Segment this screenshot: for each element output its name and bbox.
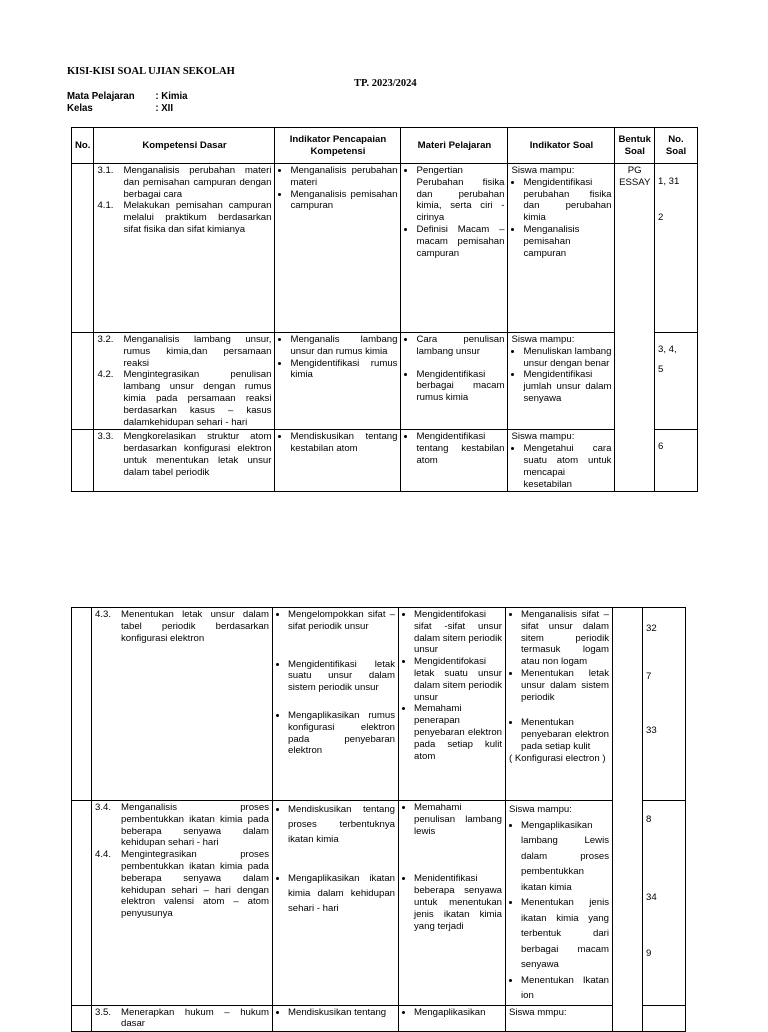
indikator-soal-cell: [508, 430, 615, 492]
indikator-soal-cell: [508, 333, 615, 430]
col-header-materi-pelajaran: Materi Pelajaran: [401, 128, 508, 164]
list-item: • Mengidentifikasi rumus kimia: [290, 358, 397, 382]
indikator-soal-intro: Siswa mmpu:: [509, 1006, 567, 1018]
indikator-soal-cell: [506, 1005, 613, 1032]
list-item: • Menganalisis pemisahan campuran: [290, 189, 397, 213]
row-no-cell: [72, 608, 92, 801]
kd-text: Mengintegrasikan proses pembentukkan ikatan kimia pada beberapa senyawa dalam kehidupan sehari – hari dengan elektron valensi atom – atom penyusunya: [121, 849, 269, 920]
list-item: • Mengaplikasikan rumus konfigurasi elektron pada penyebaran elektron: [288, 710, 395, 757]
list-item: • Mengidentifikasi letak suatu unsur dalam sistem periodik unsur: [288, 659, 395, 694]
no-soal-value: 32: [646, 623, 657, 634]
list-item: • Menganalis lambang unsur dan rumus kimia: [290, 334, 397, 358]
indikator-soal-cell: [508, 164, 615, 333]
list-item: • Definisi Macam – macam pemisahan campuran: [416, 224, 504, 259]
kompetensi-dasar-cell: [92, 1005, 273, 1032]
kd-number: 3.5.: [95, 1006, 112, 1018]
no-soal-cell: [643, 801, 686, 1006]
table-row: [72, 333, 698, 430]
grid-table-part-2: [71, 607, 686, 1032]
list-item: • Menidentifikasi beberapa senyawa untuk menentukan jenis ikatan kimia yang terjadi: [414, 873, 502, 932]
materi-pelajaran-cell: [399, 801, 506, 1006]
col-header-kompetensi-dasar: Kompetensi Dasar: [94, 128, 275, 164]
materi-pelajaran-cell: [401, 430, 508, 492]
list-item: • Menentukan penyebaran elektron pada setiap kulit: [521, 717, 609, 752]
no-soal-cell: [654, 430, 697, 492]
kd-text: Menganalisis proses pembentukkan ikatan kimia pada beberapa senyawa dalam kehidupan sehari - hari: [121, 802, 269, 849]
indikator-soal-intro: Siswa mampu:: [511, 165, 575, 176]
indikator-soal-intro: Siswa mampu:: [511, 431, 575, 443]
kd-text: Melakukan pemisahan campuran melalui praktikum berdasarkan sifat fisika dan sifat kimianya: [123, 200, 272, 235]
no-soal-value: 5: [657, 363, 664, 375]
table-row: [72, 608, 686, 801]
kompetensi-dasar-cell: [92, 801, 273, 1006]
kd-text: Mengkorelasikan struktur atom berdasarkan konfigurasi elektron untuk menentukan letak unsur dalam tabel periodik: [123, 431, 272, 478]
list-item: • Menentukan jenis ikatan kimia yang terbentuk dari berbagai macam senyawa: [521, 895, 609, 973]
no-soal-value: 9: [646, 947, 652, 959]
list-item: • Menentukan letak unsur dalam sistem periodik: [521, 668, 609, 703]
table-row: [72, 1005, 686, 1032]
kd-number: 3.1.: [97, 165, 114, 176]
class-label: Kelas: [67, 102, 93, 114]
indikator-pencapaian-cell: [275, 430, 401, 492]
list-item: • Menentukan Ikatan ion: [521, 973, 609, 1004]
kompetensi-dasar-cell: [92, 608, 273, 801]
list-item: • Memahami penulisan lambang lewis: [414, 802, 502, 837]
list-item: • Mengelompokkan sifat – sifat periodik unsur: [288, 609, 395, 633]
list-item: • Pengertian Perubahan fisika dan perubahan kimia, serta ciri - cirinya: [416, 165, 504, 224]
kompetensi-dasar-cell: [94, 164, 275, 333]
no-soal-value: 34: [646, 891, 657, 903]
list-item: • Mengidentifokasi sifat -sifat unsur dalam sitem periodik unsur: [414, 609, 502, 656]
indikator-soal-note: ( Konfigurasi electron ): [509, 752, 606, 764]
table-row: [72, 430, 698, 492]
row-no-cell: [72, 164, 94, 333]
list-item: • Memahami penerapan penyebaran elektron pada setiap kulit atom: [414, 703, 502, 762]
document-title: KISI-KISI SOAL UJIAN SEKOLAH: [67, 66, 235, 77]
list-item: • Menganalisis perubahan materi: [290, 165, 397, 189]
kd-text: Menerapkan hukum – hukum dasar: [121, 1006, 269, 1030]
kd-number: 3.3.: [97, 431, 114, 443]
class-value: : XII: [155, 102, 174, 114]
list-item: • Menuliskan lambang unsur dengan benar: [523, 346, 611, 370]
col-header-indikator-soal: Indikator Soal: [508, 128, 615, 164]
no-soal-value: 7: [646, 670, 652, 682]
kd-number: 4.4.: [95, 849, 112, 861]
list-item: • Mengaplikasikan ikatan kimia dalam kehidupan sehari - hari: [288, 871, 395, 916]
indikator-pencapaian-cell: [275, 333, 401, 430]
indikator-soal-cell: [506, 801, 613, 1006]
indikator-soal-cell: [506, 608, 613, 801]
kd-text: Menganalisis lambang unsur, rumus kimia,dan persamaan reaksi: [123, 334, 272, 369]
no-soal-cell: [654, 333, 697, 430]
class-line: [67, 102, 173, 114]
row-no-cell: [72, 1005, 92, 1032]
list-item: • Mengidentifokasi letak suatu unsur dalam sitem periodik unsur: [414, 656, 502, 703]
kd-text: Menganalisis perubahan materi dan pemisahan campuran dengan berbagai cara: [123, 165, 272, 200]
kd-text: Menentukan letak unsur dalam tabel periodik berdasarkan konfigurasi elektron: [121, 609, 269, 644]
no-soal-value: 8: [646, 814, 652, 825]
no-soal-value: 33: [646, 724, 657, 736]
indikator-soal-intro: Siswa mampu:: [511, 334, 575, 345]
academic-year: TP. 2023/2024: [354, 78, 417, 89]
table-row: [72, 164, 698, 333]
col-header-indikator-pencapaian: Indikator Pencapaian Kompetensi: [275, 128, 401, 164]
list-item: • Cara penulisan lambang unsur: [416, 334, 504, 358]
indikator-pencapaian-cell: [275, 164, 401, 333]
no-soal-value: 3, 4,: [657, 344, 677, 355]
indikator-pencapaian-cell: [273, 608, 399, 801]
list-item: • Mendiskusikan tentang: [288, 1007, 395, 1019]
row-no-cell: [72, 801, 92, 1006]
bentuk-soal-cell: PG ESSAY: [615, 164, 655, 492]
list-item: • Mengaplikasikan lambang Lewis dalam proses pembentukkan ikatan kimia: [521, 818, 609, 896]
kd-number: 3.4.: [95, 802, 112, 813]
bentuk-soal-cell: [613, 608, 643, 1032]
no-soal-cell: [654, 164, 697, 333]
list-item: • Mengetahui cara suatu atom untuk mencapai kesetabilan: [523, 443, 611, 490]
subject-line: [67, 90, 188, 102]
kd-number: 4.3.: [95, 609, 112, 620]
grid-table-part-1: [71, 127, 698, 492]
kd-number: 3.2.: [97, 334, 114, 345]
kd-number: 4.1.: [97, 200, 114, 212]
list-item: • Mendiskusikan tentang kestabilan atom: [290, 431, 397, 455]
table-header-row: [72, 128, 698, 164]
no-soal-value: 6: [657, 441, 664, 453]
col-header-no-soal: No. Soal: [654, 128, 697, 164]
kompetensi-dasar-cell: [94, 333, 275, 430]
list-item: • Mendiskusikan tentang proses terbentuknya ikatan kimia: [288, 802, 395, 847]
kompetensi-dasar-cell: [94, 430, 275, 492]
subject-value: : Kimia: [155, 90, 188, 102]
materi-pelajaran-cell: [399, 608, 506, 801]
no-soal-cell: [643, 1005, 686, 1032]
list-item: • Mengidentifikasi tentang kestabilan atom: [416, 431, 504, 466]
indikator-pencapaian-cell: [273, 1005, 399, 1032]
row-no-cell: [72, 430, 94, 492]
kd-text: Mengintegrasikan penulisan lambang unsur dengan rumus kimia pada persamaan reaksi berdasarkan kasus – kasus dalamkehidupan sehari - hari: [123, 369, 272, 428]
subject-label: Mata Pelajaran: [67, 90, 135, 102]
row-no-cell: [72, 333, 94, 430]
list-item: • Mengidentifikasi perubahan fisika dan perubahan kimia: [523, 177, 611, 224]
indikator-pencapaian-cell: [273, 801, 399, 1006]
list-item: • Mengaplikasikan: [414, 1007, 502, 1019]
no-soal-value: 1, 31: [657, 176, 680, 187]
materi-pelajaran-cell: [399, 1005, 506, 1032]
col-header-no: No.: [72, 128, 94, 164]
list-item: • Menganalisis pemisahan campuran: [523, 224, 611, 259]
materi-pelajaran-cell: [401, 164, 508, 333]
no-soal-cell: [643, 608, 686, 801]
list-item: • Mengidentifikasi jumlah unsur dalam senyawa: [523, 369, 611, 404]
kd-number: 4.2.: [97, 369, 114, 381]
list-item: • Menganalisis sifat – sifat unsur dalam sitem periodik termasuk logam atau non logam: [521, 609, 609, 668]
materi-pelajaran-cell: [401, 333, 508, 430]
table-row: [72, 801, 686, 1006]
col-header-bentuk-soal: Bentuk Soal: [615, 128, 655, 164]
no-soal-value: 2: [657, 211, 664, 223]
list-item: • Mengidentifikasi berbagai macam rumus kimia: [416, 369, 504, 404]
indikator-soal-intro: Siswa mampu:: [509, 804, 572, 815]
